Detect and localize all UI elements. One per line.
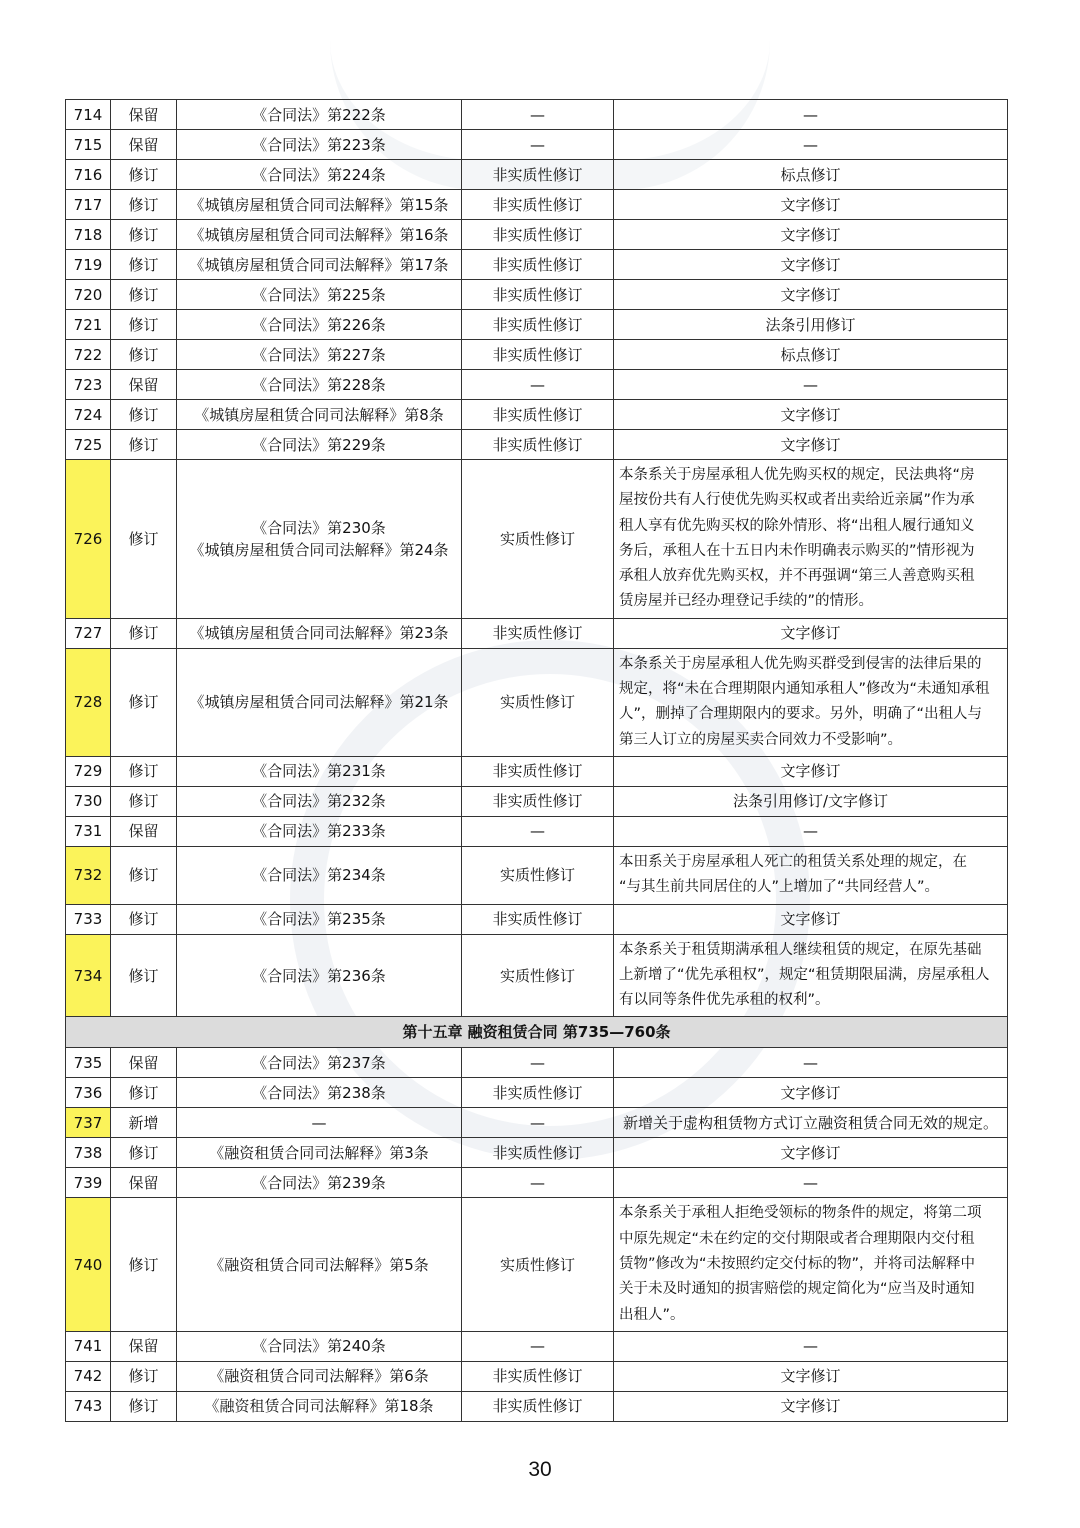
note-cell: [614, 934, 1008, 1017]
source-cell: [177, 648, 462, 756]
source-line: —: [311, 1113, 327, 1132]
source-cell: [177, 190, 462, 220]
note-line: 关于未及时通知的损害赔偿的规定简化为“应当及时通知: [619, 1281, 975, 1298]
revision-nature-cell: 非实质性修订: [462, 310, 614, 340]
article-number: 742: [66, 1361, 111, 1391]
source-cell: [177, 786, 462, 816]
article-number: 733: [66, 904, 111, 934]
source-cell: [177, 370, 462, 400]
table-row: [66, 786, 1008, 816]
note-cell: —: [614, 370, 1008, 400]
table-row: [66, 1331, 1008, 1361]
revision-nature-cell: —: [462, 1108, 614, 1138]
source-cell: [177, 280, 462, 310]
article-number: 729: [66, 756, 111, 786]
source-cell: [177, 1108, 462, 1138]
status-cell: 修订: [111, 1361, 177, 1391]
revision-nature-cell: 非实质性修订: [462, 786, 614, 816]
source-line: 《融资租赁合同司法解释》第6条: [209, 1367, 429, 1386]
status-cell: 修订: [111, 1198, 177, 1331]
table-row: [66, 648, 1008, 756]
article-number: 741: [66, 1331, 111, 1361]
source-line: 《合同法》第222条: [252, 105, 386, 124]
source-line: 《合同法》第224条: [252, 165, 386, 184]
note-cell: [614, 460, 1008, 619]
source-line: 《合同法》第240条: [252, 1337, 386, 1356]
revision-nature-cell: —: [462, 370, 614, 400]
article-number: 734: [66, 934, 111, 1017]
revision-nature-cell: 非实质性修订: [462, 1138, 614, 1168]
source-cell: [177, 756, 462, 786]
note-cell: [614, 1198, 1008, 1331]
note-line: 承租人放弃优先购买权，并不再强调“第三人善意购买租: [619, 568, 975, 585]
article-number: 719: [66, 250, 111, 280]
source-line: 《合同法》第238条: [252, 1083, 386, 1102]
revision-nature-cell: 实质性修订: [462, 934, 614, 1017]
revision-nature-cell: 非实质性修订: [462, 756, 614, 786]
source-line: 《合同法》第235条: [252, 910, 386, 929]
table-row: [66, 130, 1008, 160]
table-row: [66, 250, 1008, 280]
table-row: [66, 816, 1008, 846]
article-number: 740: [66, 1198, 111, 1331]
revision-nature-cell: 非实质性修订: [462, 340, 614, 370]
revision-nature-cell: —: [462, 1168, 614, 1198]
source-cell: [177, 430, 462, 460]
article-number: 738: [66, 1138, 111, 1168]
source-cell: [177, 904, 462, 934]
note-cell: 文字修订: [614, 400, 1008, 430]
table-row: [66, 1048, 1008, 1078]
source-cell: [177, 1331, 462, 1361]
revision-nature-cell: 非实质性修订: [462, 190, 614, 220]
revision-nature-cell: 非实质性修订: [462, 1391, 614, 1421]
table-row: [66, 280, 1008, 310]
source-line: 《城镇房屋租赁合同司法解释》第21条: [189, 693, 449, 712]
status-cell: 保留: [111, 130, 177, 160]
source-cell: [177, 220, 462, 250]
revision-nature-cell: —: [462, 816, 614, 846]
note-line: 人”，删掉了合理期限内的要求。另外，明确了“出租人与: [619, 706, 983, 723]
revision-nature-cell: 实质性修订: [462, 846, 614, 904]
note-cell: 文字修订: [614, 904, 1008, 934]
status-cell: 保留: [111, 1168, 177, 1198]
note-line: 务后，承租人在十五日内未作明确表示购买的”情形视为: [619, 542, 975, 559]
source-line: 《城镇房屋租赁合同司法解释》第17条: [189, 255, 449, 274]
table-row: [66, 430, 1008, 460]
revision-nature-cell: —: [462, 1048, 614, 1078]
article-number: 724: [66, 400, 111, 430]
note-cell: —: [614, 100, 1008, 130]
table-row: [66, 340, 1008, 370]
article-number: 720: [66, 280, 111, 310]
note-cell: 文字修订: [614, 280, 1008, 310]
note-cell: [614, 846, 1008, 904]
note-cell: 标点修订: [614, 160, 1008, 190]
source-line: 《合同法》第239条: [252, 1173, 386, 1192]
source-line: 《城镇房屋租赁合同司法解释》第16条: [189, 225, 449, 244]
article-number: 727: [66, 618, 111, 648]
table-row: [66, 1108, 1008, 1138]
article-number: 731: [66, 816, 111, 846]
revision-nature-cell: 非实质性修订: [462, 904, 614, 934]
note-line: 赁物”修改为“未按照约定交付标的物”，并将司法解释中: [619, 1256, 976, 1273]
note-cell: 文字修订: [614, 756, 1008, 786]
table-row: [66, 934, 1008, 1017]
note-cell: 文字修订: [614, 250, 1008, 280]
table-row: [66, 1138, 1008, 1168]
note-line: 屋按份共有人行使优先购买权或者出卖给近亲属”作为承: [619, 492, 975, 509]
status-cell: 修订: [111, 400, 177, 430]
table-row: [66, 1361, 1008, 1391]
table-row: [66, 756, 1008, 786]
article-number: 725: [66, 430, 111, 460]
status-cell: 修订: [111, 430, 177, 460]
source-line: 《合同法》第229条: [252, 435, 386, 454]
status-cell: 修订: [111, 220, 177, 250]
revision-nature-cell: 非实质性修订: [462, 160, 614, 190]
table-row: [66, 400, 1008, 430]
status-cell: 保留: [111, 100, 177, 130]
note-cell: —: [614, 1168, 1008, 1198]
revision-nature-cell: 实质性修订: [462, 1198, 614, 1331]
note-line: 有以同等条件优先承租的权利”。: [619, 992, 830, 1009]
table-row: [66, 160, 1008, 190]
table-row: [66, 1168, 1008, 1198]
table-row: [66, 1198, 1008, 1331]
status-cell: 修订: [111, 786, 177, 816]
status-cell: 修订: [111, 280, 177, 310]
source-line: 《合同法》第225条: [252, 285, 386, 304]
source-line: 《合同法》第223条: [252, 135, 386, 154]
source-cell: [177, 1198, 462, 1331]
source-cell: [177, 160, 462, 190]
table-row: [66, 1078, 1008, 1108]
revision-nature-cell: 非实质性修订: [462, 280, 614, 310]
source-cell: [177, 460, 462, 619]
note-line: 本条系关于承租人拒绝受领标的物条件的规定，将第二项: [619, 1205, 982, 1222]
note-cell: 文字修订: [614, 1078, 1008, 1108]
source-line: 《合同法》第234条: [252, 866, 386, 885]
source-cell: [177, 1078, 462, 1108]
note-line: 规定，将“未在合理期限内通知承租人”修改为“未通知承租: [619, 681, 990, 698]
note-cell: 文字修订: [614, 1138, 1008, 1168]
note-cell: —: [614, 1048, 1008, 1078]
article-number: 735: [66, 1048, 111, 1078]
note-cell: 文字修订: [614, 190, 1008, 220]
status-cell: 修订: [111, 250, 177, 280]
revision-nature-cell: —: [462, 130, 614, 160]
comparison-table: [65, 99, 1008, 1422]
note-line: 本条系关于房屋承租人优先购买权的规定，民法典将“房: [619, 467, 975, 483]
source-cell: [177, 1391, 462, 1421]
revision-nature-cell: —: [462, 1331, 614, 1361]
note-cell: [614, 648, 1008, 756]
source-cell: [177, 310, 462, 340]
source-line: 《融资租赁合同司法解释》第5条: [209, 1255, 429, 1274]
source-cell: [177, 1361, 462, 1391]
status-cell: 修订: [111, 1391, 177, 1421]
status-cell: 修订: [111, 846, 177, 904]
note-line: 上新增了“优先承租权”，规定“租赁期限届满，房屋承租人: [619, 966, 990, 983]
article-number: 716: [66, 160, 111, 190]
page-number: 30: [528, 1458, 552, 1481]
source-line: 《合同法》第231条: [252, 762, 386, 781]
source-line: 《合同法》第226条: [252, 315, 386, 334]
status-cell: 保留: [111, 1048, 177, 1078]
section-header-row: [66, 1017, 1008, 1048]
note-line: 本田系关于房屋承租人死亡的租赁关系处理的规定，在: [619, 853, 967, 870]
article-number: 718: [66, 220, 111, 250]
revision-nature-cell: —: [462, 100, 614, 130]
table-row: [66, 310, 1008, 340]
source-line: 《合同法》第228条: [252, 375, 386, 394]
source-cell: [177, 340, 462, 370]
note-line: 出租人”。: [619, 1306, 685, 1323]
source-line: 《合同法》第233条: [252, 822, 386, 841]
status-cell: 修订: [111, 1078, 177, 1108]
note-cell: —: [614, 1331, 1008, 1361]
source-cell: [177, 1138, 462, 1168]
source-line: 《合同法》第232条: [252, 792, 386, 811]
source-line: 《融资租赁合同司法解释》第3条: [209, 1143, 429, 1162]
article-number: 732: [66, 846, 111, 904]
status-cell: 保留: [111, 1331, 177, 1361]
article-number: 737: [66, 1108, 111, 1138]
article-number: 715: [66, 130, 111, 160]
revision-nature-cell: 非实质性修订: [462, 1361, 614, 1391]
note-cell: 文字修订: [614, 1391, 1008, 1421]
note-cell: 文字修订: [614, 430, 1008, 460]
note-line: 赁房屋并已经办理登记手续的”的情形。: [619, 593, 874, 610]
note-line: 本条系关于租赁期满承租人继续租赁的规定，在原先基础: [619, 941, 982, 958]
status-cell: 修订: [111, 618, 177, 648]
source-line: 《合同法》第230条: [252, 518, 386, 537]
article-number: 728: [66, 648, 111, 756]
note-cell: —: [614, 130, 1008, 160]
revision-nature-cell: 实质性修订: [462, 460, 614, 619]
article-number: 723: [66, 370, 111, 400]
status-cell: 修订: [111, 904, 177, 934]
source-line: 《融资租赁合同司法解释》第18条: [204, 1397, 434, 1416]
source-cell: [177, 1048, 462, 1078]
note-line: 第三人订立的房屋买卖合同效力不受影响”。: [619, 731, 903, 748]
status-cell: 修订: [111, 190, 177, 220]
table-row: [66, 460, 1008, 619]
source-cell: [177, 100, 462, 130]
status-cell: 修订: [111, 460, 177, 619]
status-cell: 修订: [111, 310, 177, 340]
status-cell: 修订: [111, 1138, 177, 1168]
source-cell: [177, 846, 462, 904]
source-cell: [177, 1168, 462, 1198]
status-cell: 修订: [111, 160, 177, 190]
note-cell: 新增关于虚构租赁物方式订立融资租赁合同无效的规定。: [614, 1108, 1008, 1138]
source-cell: [177, 618, 462, 648]
revision-nature-cell: 非实质性修订: [462, 400, 614, 430]
article-number: 730: [66, 786, 111, 816]
note-line: 租人享有优先购买权的除外情形、将“出租人履行通知义: [619, 517, 975, 534]
revision-nature-cell: 非实质性修订: [462, 220, 614, 250]
status-cell: 保留: [111, 370, 177, 400]
source-line: 《城镇房屋租赁合同司法解释》第8条: [194, 405, 444, 424]
note-line: 中原先规定“未在约定的交付期限或者合理期限内交付租: [619, 1230, 975, 1247]
status-cell: 修订: [111, 756, 177, 786]
revision-nature-cell: 非实质性修订: [462, 1078, 614, 1108]
source-cell: [177, 816, 462, 846]
article-number: 736: [66, 1078, 111, 1108]
article-number: 722: [66, 340, 111, 370]
source-line: 《合同法》第237条: [252, 1053, 386, 1072]
note-cell: 法条引用修订: [614, 310, 1008, 340]
note-cell: —: [614, 816, 1008, 846]
note-cell: 标点修订: [614, 340, 1008, 370]
section-title: 第十五章 融资租赁合同 第735—760条: [66, 1017, 1008, 1048]
table-row: [66, 618, 1008, 648]
status-cell: 修订: [111, 648, 177, 756]
table-row: [66, 220, 1008, 250]
source-line: 《城镇房屋租赁合同司法解释》第24条: [189, 540, 449, 559]
revision-nature-cell: 实质性修订: [462, 648, 614, 756]
source-line: 《城镇房屋租赁合同司法解释》第15条: [189, 195, 449, 214]
status-cell: 修订: [111, 934, 177, 1017]
table-row: [66, 1391, 1008, 1421]
article-number: 714: [66, 100, 111, 130]
article-number: 717: [66, 190, 111, 220]
article-number: 721: [66, 310, 111, 340]
note-cell: 文字修订: [614, 1361, 1008, 1391]
note-line: “与其生前共同居住的人”上增加了“共同经营人”。: [619, 879, 940, 896]
revision-nature-cell: 非实质性修订: [462, 618, 614, 648]
table-row: [66, 846, 1008, 904]
note-line: 本条系关于房屋承租人优先购买群受到侵害的法律后果的: [619, 655, 982, 672]
source-cell: [177, 400, 462, 430]
note-cell: 文字修订: [614, 618, 1008, 648]
status-cell: 新增: [111, 1108, 177, 1138]
note-cell: 法条引用修订/文字修订: [614, 786, 1008, 816]
source-line: 《合同法》第227条: [252, 345, 386, 364]
revision-nature-cell: 非实质性修订: [462, 250, 614, 280]
status-cell: 修订: [111, 340, 177, 370]
table-row: [66, 190, 1008, 220]
article-number: 743: [66, 1391, 111, 1421]
source-line: 《城镇房屋租赁合同司法解释》第23条: [189, 624, 449, 643]
source-cell: [177, 250, 462, 280]
revision-nature-cell: 非实质性修订: [462, 430, 614, 460]
article-number: 726: [66, 460, 111, 619]
source-cell: [177, 934, 462, 1017]
status-cell: 保留: [111, 816, 177, 846]
source-cell: [177, 130, 462, 160]
table-row: [66, 904, 1008, 934]
table-row: [66, 100, 1008, 130]
note-cell: 文字修订: [614, 220, 1008, 250]
table-row: [66, 370, 1008, 400]
source-line: 《合同法》第236条: [252, 966, 386, 985]
article-number: 739: [66, 1168, 111, 1198]
